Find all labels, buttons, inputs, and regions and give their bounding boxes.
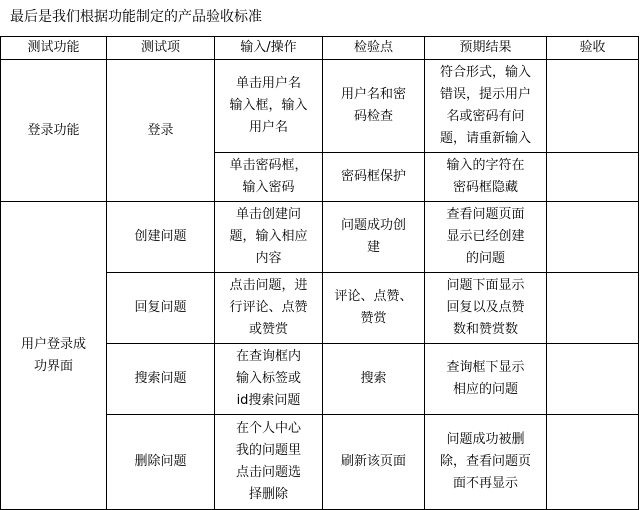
test-item-cell: [107, 415, 215, 510]
cell-text: 搜索问题: [134, 371, 187, 386]
cell-text: 功界面: [33, 358, 73, 374]
cell-text: 回复以及点赞: [446, 300, 525, 315]
cell-text: 名或密码有问: [446, 109, 525, 124]
cell-text: 点击问题选: [235, 465, 301, 480]
header-cell-expected: 预期结果: [425, 37, 547, 60]
accept-cell[interactable]: [547, 153, 639, 202]
check-cell: [323, 344, 425, 415]
header-cell-item: 测试项: [107, 37, 215, 60]
cell-text: 在个人中心: [235, 421, 301, 436]
accept-cell[interactable]: [547, 344, 639, 415]
cell-text: 面不再显示: [452, 476, 518, 491]
input-cell: [215, 344, 323, 415]
check-cell: [323, 415, 425, 510]
cell-text: 在查询框内: [235, 349, 301, 364]
cell-text: 登录: [147, 122, 174, 138]
input-cell: [215, 415, 323, 510]
test-item-cell: [107, 60, 215, 202]
check-cell: [323, 202, 425, 273]
header-cell-feature: 测试功能: [1, 37, 107, 60]
expected-cell: [425, 415, 547, 510]
cell-text: 显示已经创建: [446, 229, 525, 244]
accept-cell[interactable]: [547, 60, 639, 153]
cell-text: 除，查看问题页: [439, 454, 531, 469]
cell-text: 密码框保护: [340, 169, 406, 184]
cell-text: 用户登录成: [20, 336, 86, 352]
accept-cell[interactable]: [547, 415, 639, 510]
cell-text: 用户名: [248, 120, 288, 135]
cell-text: 用户名和密: [340, 87, 406, 102]
cell-text: 刷新该页面: [340, 454, 406, 469]
cell-text: 密码框隐藏: [452, 180, 518, 195]
cell-text: 问题成功创: [340, 218, 406, 233]
cell-text: 我的问题里: [235, 443, 301, 458]
cell-text: 创建问题: [134, 229, 187, 244]
test-item-cell: [107, 202, 215, 273]
cell-text: 题，请重新输入: [439, 131, 531, 146]
cell-text: 相应的问题: [452, 382, 518, 397]
cell-text: 点击问题，进: [229, 278, 308, 293]
cell-text: 择删除: [248, 487, 288, 502]
table-row: [1, 60, 639, 153]
check-cell: [323, 153, 425, 202]
expected-cell: [425, 344, 547, 415]
accept-cell[interactable]: [547, 273, 639, 344]
cell-text: 查询框下显示: [446, 360, 525, 375]
table-header-row: [1, 37, 639, 60]
feature-cell: [1, 202, 107, 510]
input-cell: [215, 60, 323, 153]
cell-text: 查看问题页面: [446, 207, 525, 222]
check-cell: [323, 60, 425, 153]
test-item-cell: [107, 344, 215, 415]
input-cell: [215, 273, 323, 344]
cell-text: 行评论、点赞: [229, 300, 308, 315]
cell-text: 单击创建问: [235, 207, 301, 222]
input-cell: [215, 202, 323, 273]
header-cell-check: 检验点: [323, 37, 425, 60]
expected-cell: [425, 202, 547, 273]
cell-text: 评论、点赞、: [334, 289, 413, 304]
cell-text: 题，输入相应: [229, 229, 308, 244]
cell-text: 赞赏: [360, 311, 387, 326]
cell-text: id搜索问题: [236, 393, 301, 408]
test-item-cell: [107, 273, 215, 344]
header-cell-input: 输入/操作: [215, 37, 323, 60]
cell-text: 输入标签或: [235, 371, 301, 386]
cell-text: 的问题: [465, 251, 505, 266]
input-cell: [215, 153, 323, 202]
accept-cell[interactable]: [547, 202, 639, 273]
cell-text: 错误，提示用户: [439, 87, 531, 102]
expected-cell: [425, 273, 547, 344]
cell-text: 回复问题: [134, 300, 187, 315]
cell-text: 搜索: [360, 371, 387, 386]
cell-text: 单击密码框，: [229, 158, 308, 173]
cell-text: 单击用户名: [235, 76, 301, 91]
cell-text: 登录功能: [27, 122, 80, 138]
page-title: 最后是我们根据功能制定的产品验收标准: [10, 9, 262, 25]
expected-cell: [425, 60, 547, 153]
cell-text: 或赞赏: [248, 322, 288, 337]
cell-text: 数和赞赏数: [452, 322, 518, 337]
check-cell: [323, 273, 425, 344]
cell-text: 问题下面显示: [446, 278, 525, 293]
cell-text: 输入的字符在: [446, 158, 525, 173]
expected-cell: [425, 153, 547, 202]
header-cell-accept: 验收: [547, 37, 639, 60]
feature-cell: [1, 60, 107, 202]
cell-text: 删除问题: [134, 454, 187, 469]
acceptance-criteria-table: [0, 36, 639, 510]
cell-text: 输入密码: [242, 180, 295, 195]
cell-text: 内容: [255, 251, 282, 266]
cell-text: 输入框，输入: [229, 98, 308, 113]
cell-text: 问题成功被删: [446, 432, 525, 447]
cell-text: 码检查: [353, 109, 393, 124]
cell-text: 建: [366, 240, 380, 255]
cell-text: 符合形式，输入: [439, 65, 531, 80]
table-row: [1, 202, 639, 273]
